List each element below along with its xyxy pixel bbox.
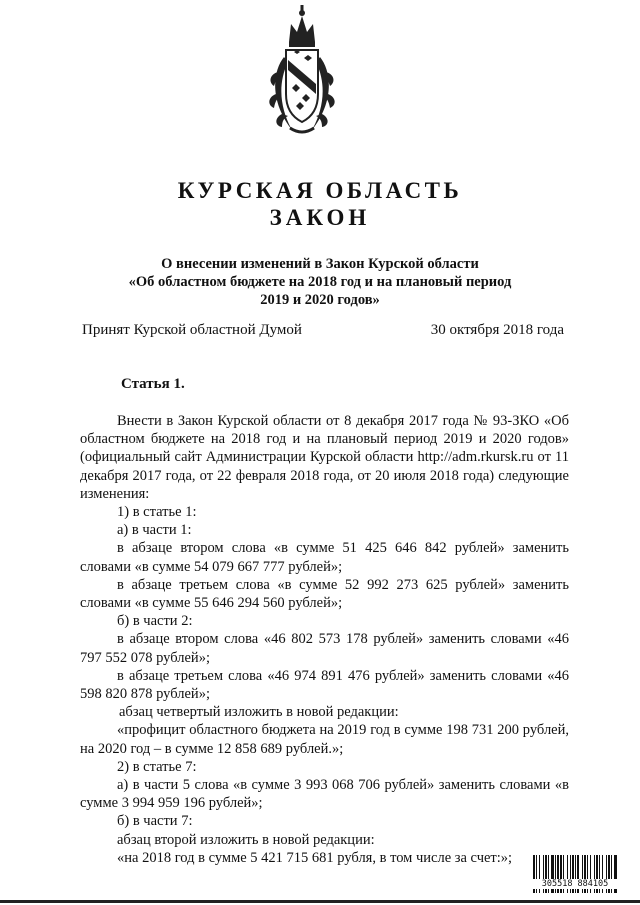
paragraph: а) в части 1: — [117, 522, 192, 539]
adoption-date: 30 октября 2018 года — [430, 322, 564, 338]
law-title-line: 2019 и 2020 годов» — [260, 292, 380, 308]
paragraph: 2) в статье 7: — [117, 758, 197, 775]
paragraph: абзац четвертый изложить в новой редакции: — [119, 704, 399, 721]
paragraph: в абзаце втором слова «в сумме 51 425 646 842 рублей» заменить словами «в сумме 54 079 667 777 рублей»; — [80, 540, 569, 575]
article-body — [80, 412, 569, 867]
law-title-line: О внесении изменений в Закон Курской области — [161, 256, 479, 272]
paragraph: а) в части 5 слова «в сумме 3 993 068 706 рублей» заменить словами «в сумме 3 994 959 196 рублей»; — [80, 777, 569, 812]
barcode-number: 305518 884105 — [532, 879, 618, 889]
paragraph: в абзаце третьем слова «в сумме 52 992 273 625 рублей» заменить словами «в сумме 55 646 294 560 рублей»; — [80, 576, 569, 612]
paragraph: «на 2018 год в сумме 5 421 715 681 рубля, в том числе за счет:»; — [117, 849, 513, 866]
coat-of-arms-emblem — [262, 2, 342, 138]
paragraph: 1) в статье 1: — [117, 504, 197, 521]
document-type-heading: ЗАКОН — [269, 205, 371, 230]
paragraph: б) в части 7: — [117, 813, 193, 830]
paragraph: в абзаце третьем слова «46 974 891 476 рублей» заменить словами «46 598 820 878 рублей»; — [80, 667, 569, 703]
adopted-by: Принят Курской областной Думой — [82, 322, 302, 338]
law-title — [90, 255, 550, 309]
article-heading: Статья 1. — [121, 376, 185, 392]
paragraph: б) в части 2: — [117, 613, 193, 630]
paragraph: абзац второй изложить в новой редакции: — [117, 831, 375, 848]
scan-edge-line — [0, 900, 640, 903]
region-heading: КУРСКАЯ ОБЛАСТЬ — [177, 178, 463, 203]
paragraph: «профицит областного бюджета на 2019 год в сумме 198 731 200 рублей, на 2020 год – в сумме 12 858 689 рублей.»; — [80, 722, 569, 757]
law-title-line: «Об областном бюджете на 2018 год и на плановый период — [128, 274, 512, 290]
paragraph: Внести в Закон Курской области от 8 декабря 2017 года № 93-ЗКО «Об областном бюджете на 2018 год и на плановый период 2019 и 2020 годов» (официальный сайт Администрации Курской области http://adm.rkursk.ru от 11 декабря 2017 года, от 22 февраля 2018 года, от 20 июля 2018 года) следующие изменения: — [80, 413, 569, 502]
paragraph: в абзаце втором слова «46 802 573 178 рублей» заменить словами «46 797 552 078 рублей»; — [80, 631, 569, 666]
adoption-line — [82, 322, 564, 339]
